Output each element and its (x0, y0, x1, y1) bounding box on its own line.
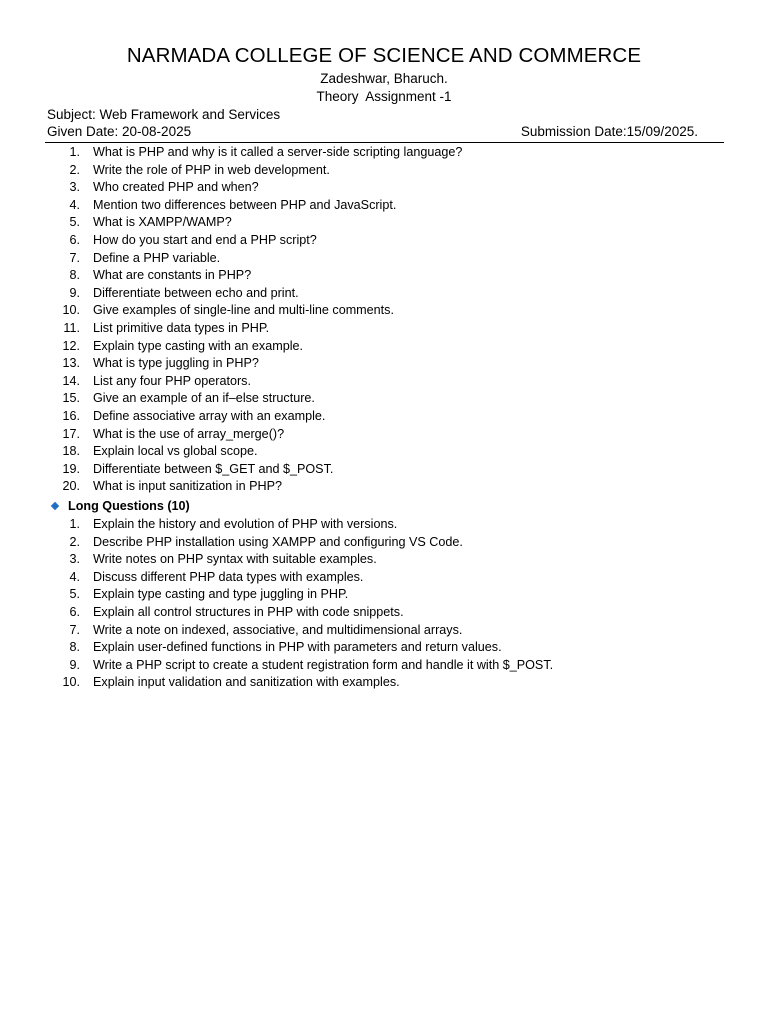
submission-date: Submission Date:15/09/2025. (520, 124, 698, 139)
short-question-item (0, 390, 768, 408)
short-questions-list (0, 144, 768, 496)
college-location: Zadeshwar, Bharuch. (320, 71, 448, 86)
question-text: Differentiate between echo and print. (93, 285, 299, 300)
question-text: What are constants in PHP? (93, 268, 252, 283)
question-number: 20. (62, 479, 80, 494)
long-questions-list (0, 516, 768, 692)
question-text: Write a note on indexed, associative, and multidimensional arrays. (93, 622, 463, 637)
question-number: 14. (62, 373, 80, 388)
short-question-item (0, 426, 768, 444)
question-text: Define a PHP variable. (93, 250, 221, 265)
question-number: 5. (69, 587, 80, 602)
long-questions-heading (52, 498, 190, 515)
long-question-item (0, 657, 768, 675)
question-number: 2. (69, 162, 80, 177)
question-number: 7. (69, 250, 80, 265)
question-number: 4. (69, 569, 80, 584)
question-text: Define associative array with an example. (93, 408, 326, 423)
question-number: 1. (69, 517, 80, 531)
short-question-item (0, 285, 768, 303)
question-text: Give an example of an if–else structure. (93, 391, 315, 406)
question-text: What is input sanitization in PHP? (93, 479, 282, 494)
question-number: 10. (62, 303, 80, 318)
short-question-item (0, 355, 768, 373)
question-number: 18. (62, 444, 80, 459)
question-text: Discuss different PHP data types with examples. (93, 569, 364, 584)
short-question-item (0, 461, 768, 479)
header-divider (45, 142, 724, 143)
question-number: 15. (62, 391, 80, 406)
question-text: Write notes on PHP syntax with suitable examples. (93, 552, 377, 567)
question-text: What is PHP and why is it called a server-side scripting language? (93, 145, 463, 159)
long-question-item (0, 622, 768, 640)
question-text: What is type juggling in PHP? (93, 356, 259, 371)
short-question-item (0, 302, 768, 320)
long-question-item (0, 516, 768, 534)
short-question-item (0, 338, 768, 356)
question-number: 6. (69, 604, 80, 619)
question-number: 3. (69, 552, 80, 567)
short-question-item (0, 144, 768, 162)
question-number: 4. (69, 197, 80, 212)
long-question-item (0, 534, 768, 552)
long-question-item (0, 639, 768, 657)
short-question-item (0, 232, 768, 250)
question-number: 10. (62, 675, 80, 690)
short-question-item (0, 179, 768, 197)
question-number: 5. (69, 215, 80, 230)
question-text: How do you start and end a PHP script? (93, 232, 317, 247)
question-number: 16. (62, 408, 80, 423)
question-text: List primitive data types in PHP. (93, 320, 270, 335)
question-text: List any four PHP operators. (93, 373, 251, 388)
question-number: 12. (62, 338, 80, 353)
short-question-item (0, 214, 768, 232)
long-question-item (0, 604, 768, 622)
long-question-item (0, 674, 768, 692)
given-date: Given Date: 20-08-2025 (47, 124, 192, 139)
diamond-bullet-icon (51, 502, 59, 510)
question-text: What is XAMPP/WAMP? (93, 215, 232, 230)
question-number: 13. (62, 356, 80, 371)
short-question-item (0, 443, 768, 461)
short-question-item (0, 320, 768, 338)
question-number: 3. (69, 180, 80, 195)
short-question-item (0, 197, 768, 215)
short-question-item (0, 478, 768, 496)
short-question-item (0, 408, 768, 426)
question-text: Explain type casting with an example. (93, 338, 304, 353)
long-question-item (0, 586, 768, 604)
question-number: 1. (69, 145, 80, 159)
question-text: Give examples of single-line and multi-line comments. (93, 303, 394, 318)
question-number: 8. (69, 268, 80, 283)
question-text: Mention two differences between PHP and JavaScript. (93, 197, 397, 212)
question-text: Describe PHP installation using XAMPP and configuring VS Code. (93, 534, 463, 549)
question-number: 8. (69, 640, 80, 655)
subject-line: Subject: Web Framework and Services (47, 107, 281, 122)
question-text: Explain the history and evolution of PHP with versions. (93, 517, 398, 531)
assignment-title: Theory Assignment -1 (316, 89, 452, 104)
question-number: 17. (62, 426, 80, 441)
question-number: 9. (69, 657, 80, 672)
question-text: Explain all control structures in PHP with code snippets. (93, 604, 404, 619)
question-text: Who created PHP and when? (93, 180, 259, 195)
question-number: 11. (63, 320, 80, 335)
question-number: 7. (69, 622, 80, 637)
short-question-item (0, 250, 768, 268)
question-number: 6. (69, 232, 80, 247)
question-text: Explain local vs global scope. (93, 444, 258, 459)
question-number: 9. (69, 285, 80, 300)
college-title: NARMADA COLLEGE OF SCIENCE AND COMMERCE (126, 44, 642, 67)
question-number: 19. (62, 461, 80, 476)
question-text: Explain type casting and type juggling in PHP. (93, 587, 349, 602)
long-questions-title: Long Questions (10) (68, 499, 190, 513)
question-number: 2. (69, 534, 80, 549)
long-question-item (0, 551, 768, 569)
question-text: Explain user-defined functions in PHP with parameters and return values. (93, 640, 502, 655)
short-question-item (0, 373, 768, 391)
question-text: Write the role of PHP in web development. (93, 162, 330, 177)
question-text: Differentiate between $_GET and $_POST. (93, 461, 334, 476)
question-text: Write a PHP script to create a student registration form and handle it with $_POST. (93, 657, 554, 672)
short-question-item (0, 162, 768, 180)
short-question-item (0, 267, 768, 285)
question-text: What is the use of array_merge()? (93, 426, 285, 441)
long-question-item (0, 569, 768, 587)
question-text: Explain input validation and sanitization with examples. (93, 675, 400, 690)
